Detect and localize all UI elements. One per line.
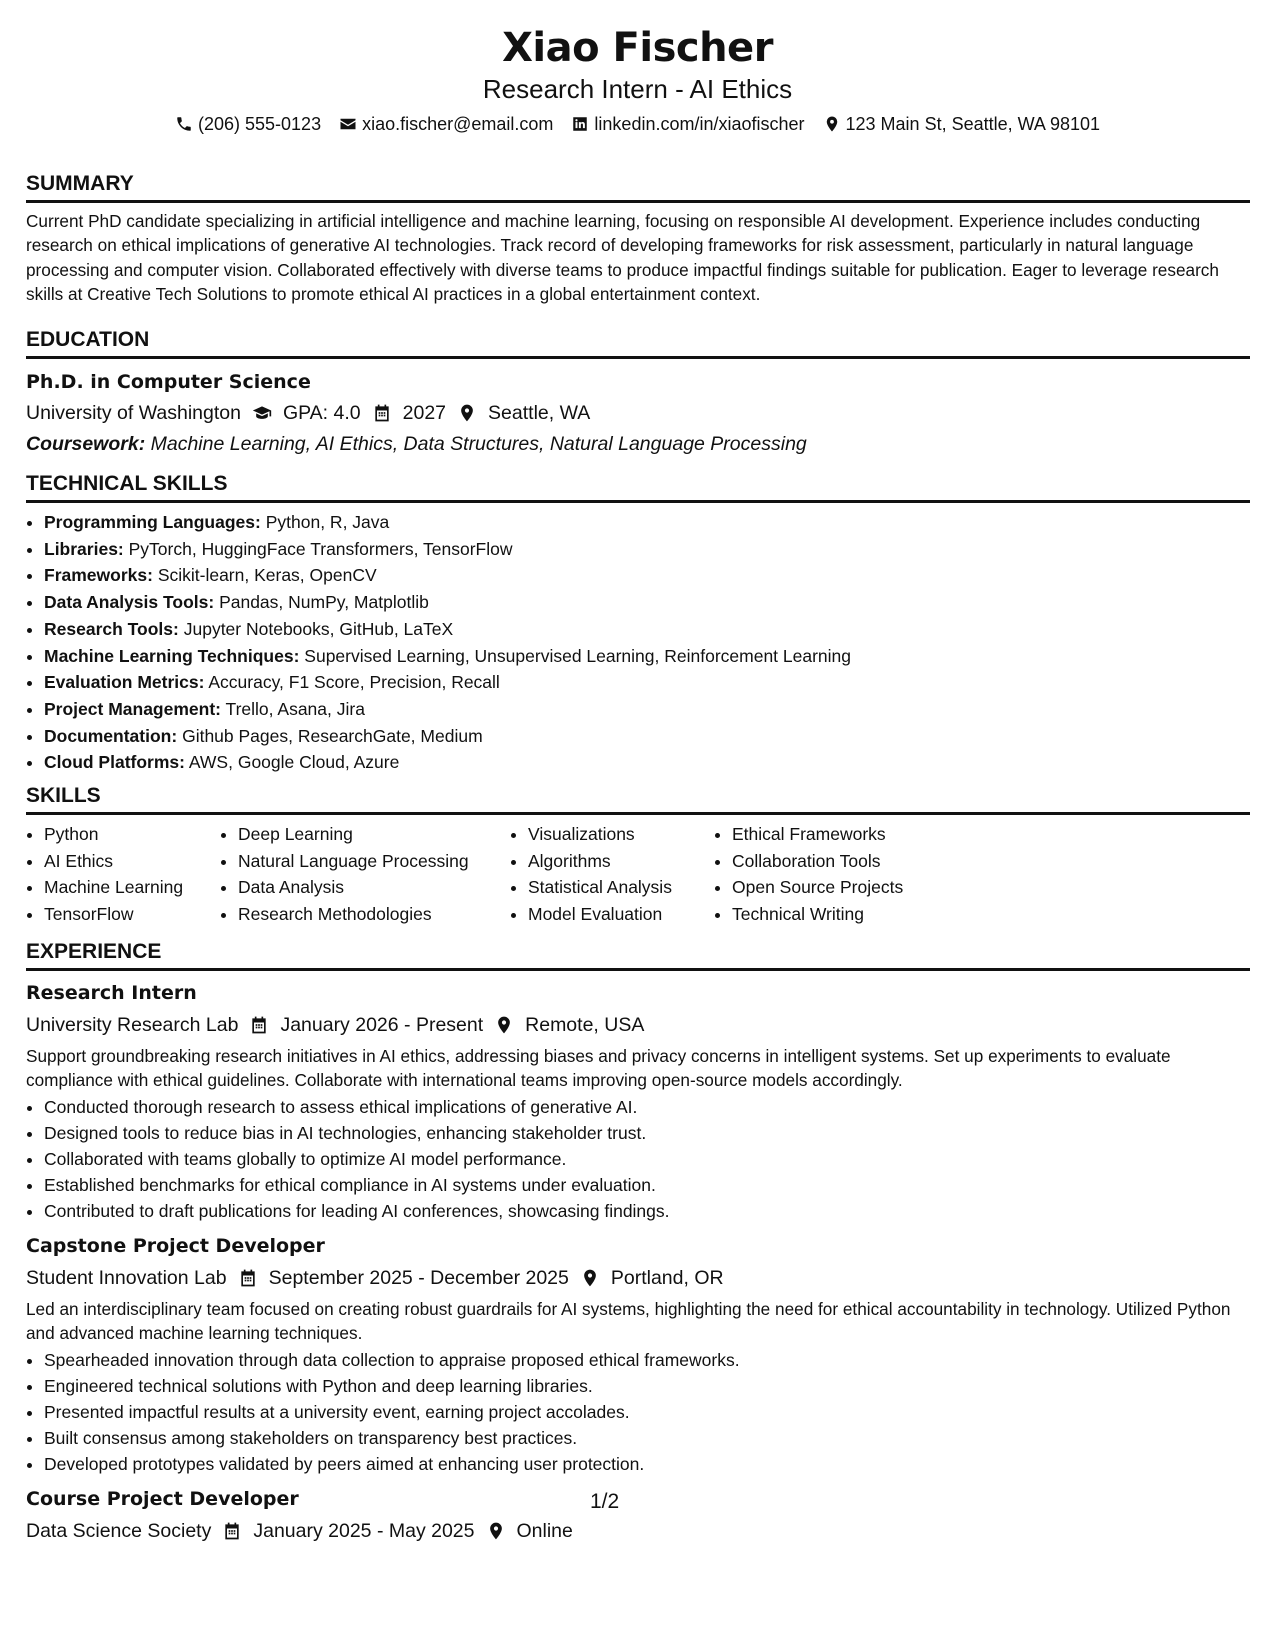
skills-section: [26, 782, 1250, 927]
education-section: [26, 326, 1250, 458]
calendar-icon: [372, 403, 392, 423]
calendar-icon: [238, 1268, 258, 1288]
experience-section: [26, 938, 1250, 1545]
technical-skills-list: [26, 509, 1250, 776]
job-dates: January 2025 - May 2025: [253, 1520, 475, 1542]
page-number: 1/2: [590, 1490, 620, 1513]
map-pin-icon: [494, 1015, 514, 1035]
list-item: • Conducted thorough research to assess ethical implications of generative AI.: [44, 1094, 1250, 1120]
list-item: • Built consensus among stakeholders on transparency best practices.: [44, 1425, 1250, 1451]
skills-grid: [26, 821, 1250, 927]
list-item: [44, 749, 1250, 776]
technical-skills-section: [26, 470, 1250, 776]
graduation-cap-icon: [252, 403, 272, 423]
school-name: University of Washington: [26, 402, 241, 424]
skill-value: PyTorch, HuggingFace Transformers, TensorFlow: [128, 538, 513, 559]
phone-text: (206) 555-0123: [197, 114, 322, 134]
list-item: • Deep Learning: [238, 821, 510, 848]
list-item: • Python: [44, 821, 220, 848]
skills-column: [26, 821, 220, 927]
summary-text: Current PhD candidate specializing in artificial intelligence and machine learning, focusing on responsible AI development. Experience includes conducting research on ethical implications of generative AI technologies. Track record of developing frameworks for risk assessment, particularly in natural language processing and computer vision. Collaborated effectively with diverse teams to produce impactful findings suitable for publication. Eager to leverage research skills at Creative Tech Solutions to promote ethical AI practices in a global entertainment context.: [26, 211, 1219, 304]
skill-value: Github Pages, ResearchGate, Medium: [182, 725, 483, 746]
job-bullets: [26, 1094, 1250, 1224]
list-item: [44, 643, 1250, 670]
job-meta: [26, 1011, 1250, 1039]
job-org: Student Innovation Lab: [26, 1267, 227, 1289]
skill-value: Jupyter Notebooks, GitHub, LaTeX: [183, 618, 454, 639]
job-title: Research Intern: [26, 982, 197, 1004]
list-item: • Data Analysis: [238, 874, 510, 901]
job-dates: January 2026 - Present: [280, 1014, 484, 1036]
list-item: • Collaborated with teams globally to optimize AI model performance.: [44, 1146, 1250, 1172]
list-item: • Technical Writing: [732, 901, 992, 928]
section-title: EDUCATION: [26, 326, 1250, 359]
list-item: • Designed tools to reduce bias in AI technologies, enhancing stakeholder trust.: [44, 1120, 1250, 1146]
list-item: [44, 696, 1250, 723]
skill-label: Libraries:: [44, 538, 124, 559]
list-item: • Contributed to draft publications for leading AI conferences, showcasing findings.: [44, 1198, 1250, 1224]
list-item: • Presented impactful results at a university event, earning project accolades.: [44, 1399, 1250, 1425]
gpa: GPA: 4.0: [282, 402, 361, 424]
skill-label: Frameworks:: [44, 565, 153, 586]
map-pin-icon: [823, 115, 841, 133]
skills-column: [220, 821, 510, 927]
skills-column: [510, 821, 714, 927]
list-item: • Open Source Projects: [732, 874, 992, 901]
list-item: • Engineered technical solutions with Python and deep learning libraries.: [44, 1373, 1250, 1399]
map-pin-icon: [580, 1268, 600, 1288]
job-title: Course Project Developer: [26, 1488, 299, 1510]
list-item: • Statistical Analysis: [528, 874, 714, 901]
list-item: • AI Ethics: [44, 848, 220, 875]
map-pin-icon: [486, 1521, 506, 1541]
list-item: • Established benchmarks for ethical compliance in AI systems under evaluation.: [44, 1172, 1250, 1198]
list-item: • Natural Language Processing: [238, 848, 510, 875]
list-item: • Model Evaluation: [528, 901, 714, 928]
list-item: • Visualizations: [528, 821, 714, 848]
job-meta: [26, 1517, 1250, 1545]
list-item: • Machine Learning: [44, 874, 220, 901]
summary-section: [26, 170, 1250, 306]
degree-title: Ph.D. in Computer Science: [26, 371, 311, 393]
job-location: Online: [516, 1520, 573, 1542]
graduation-year: 2027: [402, 402, 447, 424]
map-pin-icon: [457, 403, 477, 423]
job-meta: [26, 1264, 1250, 1292]
skill-value: Accuracy, F1 Score, Precision, Recall: [208, 672, 500, 693]
list-item: [44, 509, 1250, 536]
contact-phone[interactable]: [175, 112, 321, 136]
list-item: • TensorFlow: [44, 901, 220, 928]
skill-label: Project Management:: [44, 698, 221, 719]
contact-email[interactable]: [339, 112, 553, 136]
coursework-line: [26, 430, 1250, 458]
job-bullets: [26, 1347, 1250, 1477]
job-org: University Research Lab: [26, 1014, 239, 1036]
list-item: [44, 589, 1250, 616]
list-item: • Research Methodologies: [238, 901, 510, 928]
section-title: SUMMARY: [26, 170, 1250, 203]
skill-label: Evaluation Metrics:: [44, 672, 205, 693]
section-title: TECHNICAL SKILLS: [26, 470, 1250, 503]
candidate-name: Xiao Fischer: [502, 25, 773, 71]
linkedin-text: linkedin.com/in/xiaofischer: [594, 114, 805, 134]
skill-label: Documentation:: [44, 725, 178, 746]
skill-label: Cloud Platforms:: [44, 752, 185, 773]
envelope-icon: [339, 115, 357, 133]
list-item: [44, 536, 1250, 563]
skill-value: Pandas, NumPy, Matplotlib: [219, 592, 429, 613]
skill-label: Data Analysis Tools:: [44, 592, 215, 613]
list-item: • Spearheaded innovation through data collection to appraise proposed ethical frameworks.: [44, 1347, 1250, 1373]
coursework-label: Coursework:: [26, 433, 146, 455]
calendar-icon: [222, 1521, 242, 1541]
list-item: • Collaboration Tools: [732, 848, 992, 875]
job-location: Remote, USA: [525, 1014, 645, 1036]
skill-value: Scikit-learn, Keras, OpenCV: [157, 565, 377, 586]
calendar-icon: [249, 1015, 269, 1035]
list-item: [44, 669, 1250, 696]
list-item: [44, 562, 1250, 589]
contact-linkedin[interactable]: [571, 112, 804, 136]
coursework-list: Machine Learning, AI Ethics, Data Structures, Natural Language Processing: [150, 433, 807, 455]
skill-value: Trello, Asana, Jira: [225, 698, 365, 719]
job-entry: [26, 979, 1250, 1224]
contact-bar: [0, 112, 1275, 136]
education-meta: [26, 399, 1250, 427]
contact-address: [823, 112, 1101, 136]
skill-label: Programming Languages:: [44, 512, 261, 532]
linkedin-icon: [571, 115, 589, 133]
list-item: [44, 616, 1250, 643]
skill-value: AWS, Google Cloud, Azure: [188, 752, 400, 773]
list-item: • Ethical Frameworks: [732, 821, 992, 848]
address-text: 123 Main St, Seattle, WA 98101: [845, 114, 1101, 134]
skill-value: Python, R, Java: [265, 512, 390, 532]
list-item: • Algorithms: [528, 848, 714, 875]
list-item: [44, 723, 1250, 750]
skills-column: [714, 821, 992, 927]
skill-label: Machine Learning Techniques:: [44, 645, 300, 666]
job-org: Data Science Society: [26, 1520, 212, 1542]
job-dates: September 2025 - December 2025: [268, 1267, 569, 1289]
job-description: Led an interdisciplinary team focused on creating robust guardrails for AI systems, highlighting the need for ethical accountability in technology. Utilized Python and advanced machine learning techniques.: [26, 1299, 1231, 1343]
skill-value: Supervised Learning, Unsupervised Learning, Reinforcement Learning: [304, 645, 852, 666]
school-location: Seattle, WA: [488, 402, 591, 424]
job-description: Support groundbreaking research initiatives in AI ethics, addressing biases and privacy concerns in intelligent systems. Set up experiments to evaluate compliance with ethical guidelines. Collaborate with international teams improving open-source models accordingly.: [26, 1046, 1171, 1090]
section-title: SKILLS: [26, 782, 1250, 815]
job-entry: [26, 1485, 1250, 1545]
email-text: xiao.fischer@email.com: [362, 114, 554, 134]
phone-icon: [175, 115, 193, 133]
candidate-headline: Research Intern - AI Ethics: [482, 74, 793, 104]
job-title: Capstone Project Developer: [26, 1235, 325, 1257]
section-title: EXPERIENCE: [26, 938, 1250, 971]
list-item: • Developed prototypes validated by peers aimed at enhancing user protection.: [44, 1451, 1250, 1477]
job-location: Portland, OR: [610, 1267, 724, 1289]
skill-label: Research Tools:: [44, 618, 179, 639]
job-entry: [26, 1232, 1250, 1477]
